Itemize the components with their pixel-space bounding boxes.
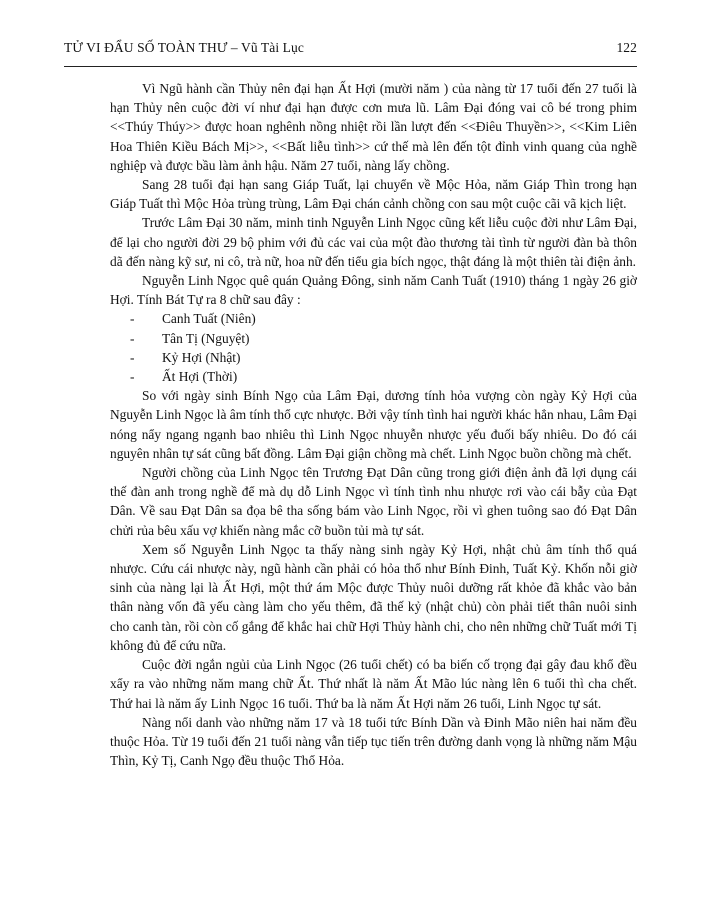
list-item: - Tân Tị (Nguyệt) <box>130 329 637 348</box>
body-text <box>110 79 637 770</box>
bat-tu-list <box>110 309 637 386</box>
page-number: 122 <box>616 40 637 55</box>
paragraph-2: Sang 28 tuổi đại hạn sang Giáp Tuất, lại chuyển về Mộc Hỏa, năm Giáp Thìn trong hạn Giáp Tuất thì Mộc Hỏa trùng trùng, Lâm Đại chán cảnh chồng con sau một cuộc cãi vã kịch liệt. <box>110 177 637 212</box>
paragraph-4: Nguyễn Linh Ngọc quê quán Quảng Đông, sinh năm Canh Tuất (1910) tháng 1 ngày 26 giờ Hợi. Tính Bát Tự ra 8 chữ sau đây : <box>110 273 637 308</box>
running-title: TỬ VI ĐẨU SỐ TOÀN THƯ – Vũ Tài Lục <box>64 40 304 55</box>
list-item: - Kỷ Hợi (Nhật) <box>130 348 637 367</box>
list-dash: - <box>130 311 135 327</box>
paragraph-7: Xem số Nguyễn Linh Ngọc ta thấy nàng sinh ngày Kỷ Hợi, nhật chủ âm tính thổ quá nhược. Cứu cái nhược này, ngũ hành cần phải có hỏa thổ như Bính Đinh, Tuất Kỷ. Khốn nỗi giờ sinh của nàng lại là Ất Hợi, một thứ ám Mộc được Thủy nuôi dưỡng rất khỏe đã khắc vào bản thân nàng vốn đã yếu càng làm cho yếu thêm, đã thế kỷ (nhật chủ) còn phải tiết thân nuôi sinh cho canh tàn, rồi còn cố gắng để khắc hai chữ Hợi Thủy hành chi, cho nên những chữ Tuất mới Tị không đủ để cứu nữa. <box>110 541 637 653</box>
list-dash: - <box>130 369 135 385</box>
list-item: - Canh Tuất (Niên) <box>130 309 637 328</box>
list-dash: - <box>130 349 135 365</box>
paragraph-3: Trước Lâm Đại 30 năm, minh tinh Nguyễn Linh Ngọc cũng kết liễu cuộc đời như Lâm Đại, để lại cho người đời 29 bộ phim với đủ các vai của một đào thương tài tình từ người đàn bà thôn dã đến nàng kỹ sư, ni cô, trà nữ, hoa nữ đến tiểu gia bích ngọc, thật đáng là một thiên tài điện ảnh. <box>110 215 637 269</box>
paragraph-6: Người chồng của Linh Ngọc tên Trương Đạt Dân cũng trong giới điện ảnh đã lợi dụng cái thế đàn anh trong nghề để mà dụ dỗ Linh Ngọc vì tính tình nhu nhược rơi vào cái bẫy của Đạt Dân. Về sau Đạt Dân sa đọa bê tha sống bám vào Linh Ngọc, rồi vì ghen tuông sao đó Đạt Dân chửi rủa bêu xấu vợ khiến nàng mắc cỡ buồn tủi mà tự sát. <box>110 465 637 538</box>
paragraph-9: Nàng nổi danh vào những năm 17 và 18 tuổi tức Bính Dần và Đinh Mão niên hai năm đều thuộc Hỏa. Từ 19 tuổi đến 21 tuổi nàng vẫn tiếp tục tiến trên đường danh vọng là những năm Mậu Thìn, Kỷ Tị, Canh Ngọ đều thuộc Thổ Hỏa. <box>110 714 637 769</box>
paragraph-8: Cuộc đời ngắn ngủi của Linh Ngọc (26 tuổi chết) có ba biến cố trọng đại gây đau khổ đều xẩy ra vào những năm mang chữ Ất. Thứ nhất là năm Ất Mão lúc nàng lên 6 tuổi thì cha chết. Thứ hai là năm ấy Linh Ngọc 16 tuổi. Thứ ba là năm Ất Hợi năm 26 tuổi, Linh Ngọc tự sát. <box>110 657 637 711</box>
list-item: - Ất Hợi (Thời) <box>130 367 637 386</box>
paragraph-5: So với ngày sinh Bính Ngọ của Lâm Đại, dương tính hỏa vượng còn ngày Kỷ Hợi của Nguyễn Linh Ngọc là âm tính thổ cực nhược. Bởi vậy tính tình hai người khác hẳn nhau, Lâm Đại nóng nẩy ngang ngạnh bao nhiêu thì Linh Ngọc nhuyễn nhược yếu đuối bấy nhiêu. Do đó cái nguyên nhân tự sát cũng bất đồng. Lâm Đại giận chồng mà chết. Linh Ngọc buồn chồng mà chết. <box>110 388 637 461</box>
header-rule <box>64 66 637 67</box>
paragraph-1: Vì Ngũ hành cần Thủy nên đại hạn Ất Hợi (mười năm ) của nàng từ 17 tuổi đến 27 tuổi là hạn Thủy nên cuộc đời ví như đại hạn được cơn mưa lũ. Lâm Đại đóng vai cô bé trong phim <<Thúy Thúy>> được hoan nghênh nồng nhiệt rồi lần lượt đến <<Điêu Thuyền>>, <<Kim Liên Hoa Thiên Kiều Bách Mị>>, <<Bất liễu tình>> cứ thế mà lên đến tột đỉnh vinh quang của nghề nghiệp và được bầu làm ảnh hậu. Năm 27 tuổi, nàng lấy chồng. <box>110 81 637 173</box>
page-header <box>64 40 637 56</box>
list-dash: - <box>130 330 135 346</box>
